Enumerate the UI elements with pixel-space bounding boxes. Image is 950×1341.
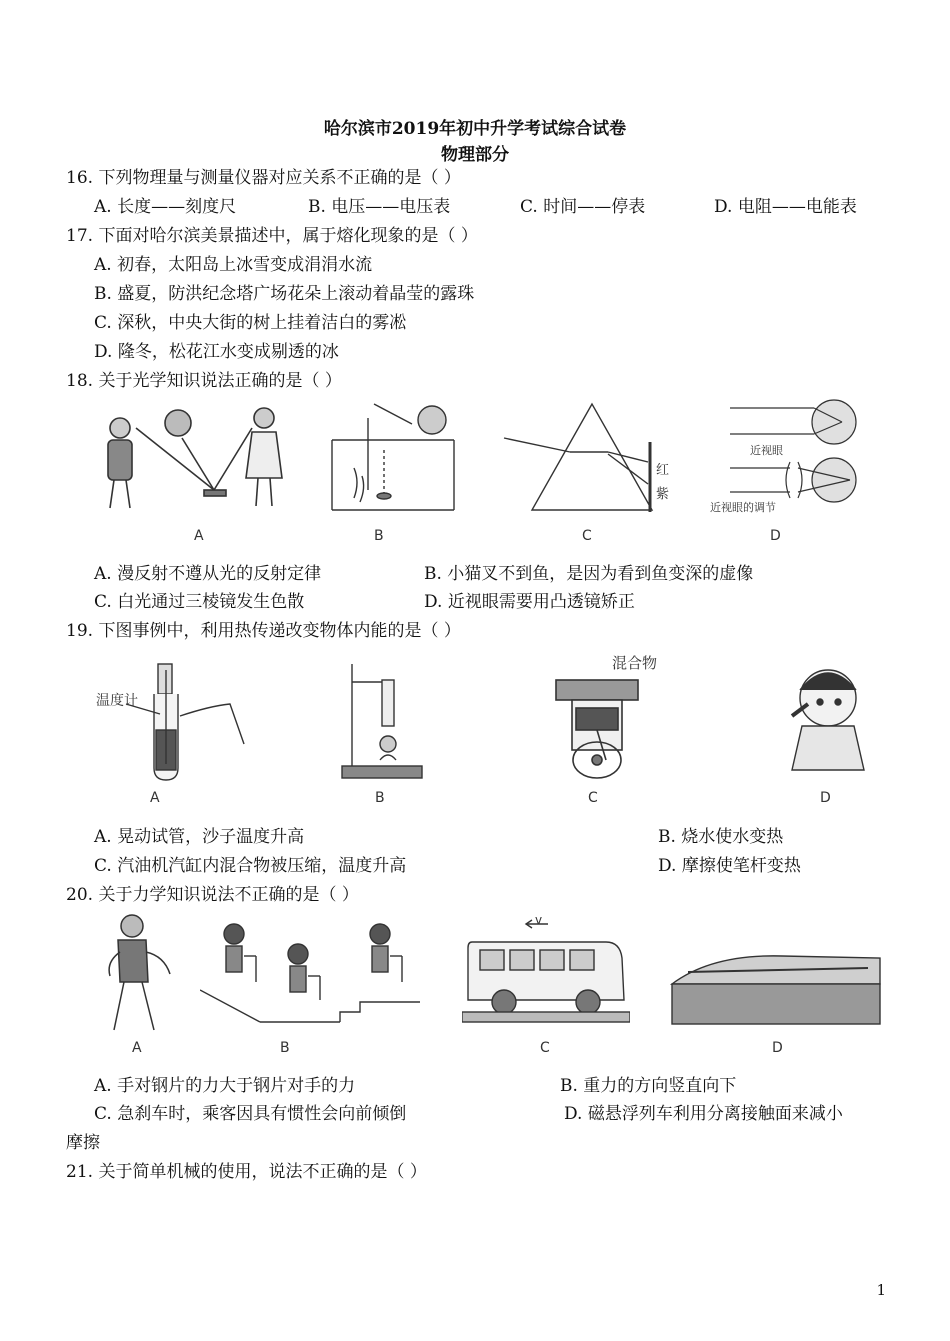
q20-figure-a-boy-steel [98, 912, 178, 1036]
q16-option-d: D. 电阻——电能表 [714, 197, 857, 217]
q19-label-d: D [820, 790, 831, 806]
q20-label-a: A [132, 1040, 142, 1056]
q19-label-c: C [588, 790, 598, 806]
q20-option-c: C. 急刹车时，乘客因具有惯性会向前倾倒 [94, 1104, 407, 1124]
q16-option-c: C. 时间——停表 [520, 197, 646, 217]
q17-option-a: A. 初春，太阳岛上冰雪变成涓涓水流 [94, 255, 373, 275]
q19-label-a: A [150, 790, 160, 806]
q19-label-b: B [375, 790, 385, 806]
prism-violet-label: 紫 [656, 487, 670, 502]
q19-option-b: B. 烧水使水变热 [658, 827, 784, 847]
q20-label-b: B [280, 1040, 290, 1056]
q20-option-b: B. 重力的方向竖直向下 [560, 1076, 737, 1096]
thermometer-label: 温度计 [96, 693, 138, 709]
q20-label-d: D [772, 1040, 783, 1056]
q20-label-c: C [540, 1040, 550, 1056]
q16-option-a: A. 长度——刻度尺 [94, 197, 237, 217]
question-17-stem: 17. 下面对哈尔滨美景描述中，属于熔化现象的是（ ） [66, 226, 478, 246]
q18-option-a: A. 漫反射不遵从光的反射定律 [94, 564, 322, 584]
velocity-label: v [535, 913, 543, 927]
question-21-stem: 21. 关于简单机械的使用，说法不正确的是（ ） [66, 1162, 427, 1182]
eye-label-myopia: 近视眼 [750, 444, 783, 457]
page-number: 1 [876, 1281, 886, 1299]
q20-figure-d-maglev [668, 950, 884, 1028]
q16-option-b: B. 电压——电压表 [308, 197, 451, 217]
page-subtitle: 物理部分 [441, 145, 509, 165]
q20-figure-c-bus [462, 908, 630, 1026]
q20-option-a: A. 手对钢片的力大于钢片对手的力 [94, 1076, 356, 1096]
q19-figure-c-engine [552, 660, 642, 782]
q18-label-b: B [374, 528, 384, 544]
q18-option-c: C. 白光通过三棱镜发生色散 [94, 592, 305, 612]
question-18-stem: 18. 关于光学知识说法正确的是（ ） [66, 371, 342, 391]
q20-figure-b-plumb-lines [200, 916, 420, 1028]
q18-option-d: D. 近视眼需要用凸透镜矫正 [424, 592, 635, 612]
question-16-stem: 16. 下列物理量与测量仪器对应关系不正确的是（ ） [66, 168, 461, 188]
q19-figure-a-test-tube [96, 660, 246, 782]
q19-option-c: C. 汽油机汽缸内混合物被压缩，温度升高 [94, 856, 407, 876]
q18-figure-a-diffuse-reflection [96, 398, 296, 518]
q18-figure-b-cat-fish [328, 398, 458, 516]
q18-label-a: A [194, 528, 204, 544]
mixture-label: 混合物 [612, 654, 658, 672]
q17-option-b: B. 盛夏，防洪纪念塔广场花朵上滚动着晶莹的露珠 [94, 284, 475, 304]
q17-option-c: C. 深秋，中央大街的树上挂着洁白的雾凇 [94, 313, 407, 333]
question-20-stem: 20. 关于力学知识说法不正确的是（ ） [66, 885, 359, 905]
q20-option-d-continuation: 摩擦 [66, 1133, 100, 1153]
q18-figure-c-prism [500, 398, 680, 518]
prism-red-label: 红 [656, 463, 670, 478]
page-title: 哈尔滨市2019年初中升学考试综合试卷 [323, 119, 627, 139]
q19-option-d: D. 摩擦使笔杆变热 [658, 856, 801, 876]
q19-figure-b-heating [336, 660, 426, 782]
question-19-stem: 19. 下图事例中，利用热传递改变物体内能的是（ ） [66, 621, 461, 641]
q18-label-d: D [770, 528, 781, 544]
eye-label-correction: 近视眼的调节 [710, 501, 776, 514]
q18-label-c: C [582, 528, 592, 544]
q17-option-d: D. 隆冬，松花江水变成剔透的冰 [94, 342, 339, 362]
q19-figure-d-boy-pen [778, 660, 874, 778]
q18-option-b: B. 小猫叉不到鱼，是因为看到鱼变深的虚像 [424, 564, 754, 584]
q19-option-a: A. 晃动试管，沙子温度升高 [94, 827, 305, 847]
q20-option-d: D. 磁悬浮列车利用分离接触面来减小 [564, 1104, 843, 1124]
